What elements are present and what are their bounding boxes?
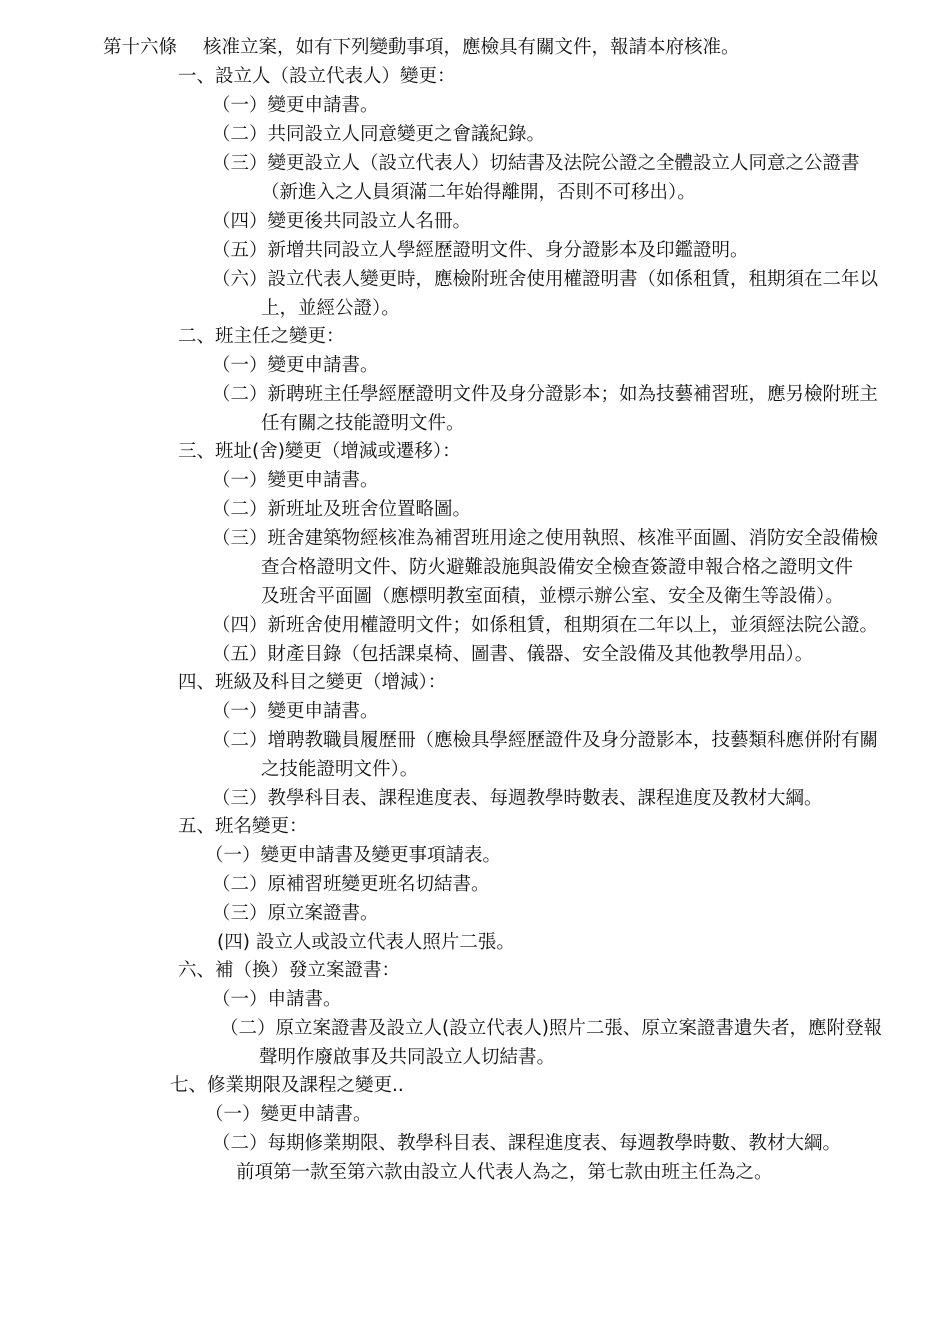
list-item: （三）原立案證書。 bbox=[212, 903, 379, 924]
section-heading-4: 四、班級及科目之變更（增減）： bbox=[178, 672, 447, 693]
section-heading-3: 三、班址(舍)變更（增減或遷移）： bbox=[178, 441, 461, 462]
list-item-continuation: 查合格證明文件、防火避難設施與設備安全檢查簽證申報合格之證明文件 bbox=[261, 557, 854, 578]
list-item-continuation: 及班舍平面圖（應標明教室面積，並標示辦公室、安全及衛生等設備）。 bbox=[261, 586, 844, 607]
list-item: （六）設立代表人變更時，應檢附班舍使用權證明書（如係租賃，租期須在二年以 bbox=[212, 269, 879, 290]
list-item-continuation: 之技能證明文件）。 bbox=[261, 759, 419, 780]
list-item: （二）新聘班主任學經歷證明文件及身分證影本；如為技藝補習班，應另檢附班主 bbox=[212, 384, 879, 405]
article-number: 第十六條 bbox=[103, 37, 178, 58]
list-item: （一）變更申請書。 bbox=[212, 355, 379, 376]
list-item: （一）變更申請書。 bbox=[205, 1104, 372, 1125]
list-item: （二）原補習班變更班名切結書。 bbox=[212, 874, 490, 895]
list-item: (四) 設立人或設立代表人照片二張。 bbox=[217, 932, 515, 953]
list-item: （四）變更後共同設立人名冊。 bbox=[212, 211, 472, 232]
list-item: （二）共同設立人同意變更之會議紀錄。 bbox=[212, 124, 546, 145]
list-item: （一）變更申請書。 bbox=[212, 95, 379, 116]
list-item: （四）新班舍使用權證明文件；如係租賃，租期須在二年以上，並須經法院公證。 bbox=[212, 615, 879, 636]
list-item: （三）變更設立人（設立代表人）切結書及法院公證之全體設立人同意之公證書 bbox=[212, 153, 860, 174]
list-item: （一）變更申請書及變更事項請表。 bbox=[205, 845, 502, 866]
list-item: （一）變更申請書。 bbox=[212, 470, 379, 491]
list-item: （二）增聘教職員履歷冊（應檢具學經歷證件及身分證影本，技藝類科應併附有關 bbox=[212, 730, 879, 751]
list-item: （二）原立案證書及設立人(設立代表人)照片二張、原立案證書遺失者，應附登報 bbox=[220, 1018, 882, 1039]
section-heading-6: 六、補（換）發立案證書： bbox=[178, 960, 401, 981]
article-intro: 核准立案，如有下列變動事項，應檢具有關文件，報請本府核准。 bbox=[203, 37, 740, 58]
section-heading-5: 五、班名變更： bbox=[178, 816, 308, 837]
list-item: （一）變更申請書。 bbox=[212, 701, 379, 722]
list-item: （二）每期修業期限、教學科目表、課程進度表、每週教學時數、教材大綱。 bbox=[212, 1133, 842, 1154]
list-item-continuation: 上，並經公證）。 bbox=[261, 298, 400, 319]
list-item-continuation: （新進入之人員須滿二年始得離開，否則不可移出）。 bbox=[261, 182, 696, 203]
closing-paragraph: 前項第一款至第六款由設立人代表人為之，第七款由班主任為之。 bbox=[236, 1162, 773, 1183]
section-heading-2: 二、班主任之變更： bbox=[178, 326, 345, 347]
list-item: （三）教學科目表、課程進度表、每週教學時數表、課程進度及教材大綱。 bbox=[212, 788, 823, 809]
list-item: （三）班舍建築物經核准為補習班用途之使用執照、核准平面圖、消防安全設備檢 bbox=[212, 528, 879, 549]
list-item-continuation: 聲明作廢啟事及共同設立人切結書。 bbox=[259, 1047, 556, 1068]
list-item-continuation: 任有關之技能證明文件。 bbox=[261, 413, 465, 434]
list-item: （五）新增共同設立人學經歷證明文件、身分證影本及印鑑證明。 bbox=[212, 240, 749, 261]
list-item: （一）申請書。 bbox=[212, 989, 342, 1010]
section-heading-1: 一、設立人（設立代表人）變更： bbox=[178, 66, 456, 87]
list-item: （五）財產目錄（包括課桌椅、圖書、儀器、安全設備及其他教學用品）。 bbox=[212, 644, 814, 665]
list-item: （二）新班址及班舍位置略圖。 bbox=[212, 499, 472, 520]
section-heading-7: 七、修業期限及課程之變更.. bbox=[170, 1075, 404, 1096]
